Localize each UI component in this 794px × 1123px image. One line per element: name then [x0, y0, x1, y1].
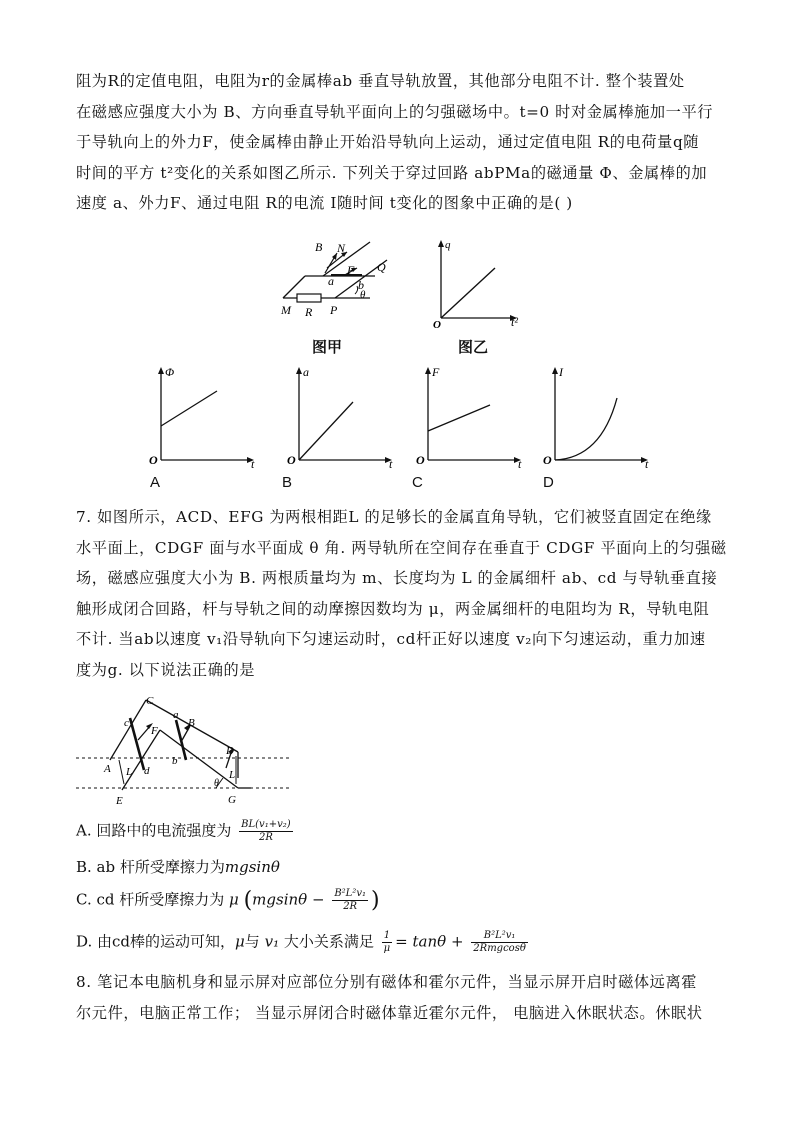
graph-a-xlabel: t	[251, 457, 255, 471]
q7-option-c-mu: μ	[229, 890, 239, 909]
fig-yi-origin: O	[433, 319, 441, 330]
q7-label-c: c	[124, 717, 129, 729]
graph-d	[539, 362, 659, 472]
q7-option-c-text: C. cd 杆所受摩擦力为	[76, 890, 225, 909]
graph-c-letter: C	[412, 474, 423, 491]
graph-a-origin: O	[149, 453, 158, 467]
q7-option-a-den: 2R	[258, 832, 273, 843]
q6-line: 于导轨向上的外力F，使金属棒由静止开始沿导轨向上运动，通过定值电阻 R的电荷量q随	[76, 133, 700, 151]
q7-line: 场，磁感应强度大小为 B. 两根质量均为 m、长度均为 L 的金属细杆 ab、cd 与导轨垂直接	[76, 569, 718, 587]
fig-jia-label-B: B	[315, 240, 323, 254]
q7-option-d-f2den: 2Rmgcosθ	[473, 943, 526, 954]
q7-line: 7. 如图所示，ACD、EFG 为两根相距L 的足够长的金属直角导轨，它们被竖直固定在绝缘	[76, 508, 712, 526]
fig-jia-label-M: M	[281, 303, 291, 317]
q7-option-c-fraction	[332, 888, 368, 913]
fig-jia-label-a: a	[328, 274, 334, 288]
q7-label-L2: L	[229, 769, 236, 781]
q7-figure	[76, 690, 290, 808]
q7-line: 不计. 当ab以速度 v₁沿导轨向下匀速运动时，cd杆正好以速度 v₂向下匀速运动，重力加速	[76, 630, 706, 648]
fig-jia-label-P: P	[330, 303, 338, 317]
graph-b-line	[299, 402, 353, 460]
graph-b-xlabel: t	[389, 457, 393, 471]
q7-label-A: A	[104, 763, 111, 775]
q7-line: 度为g. 以下说法正确的是	[76, 660, 256, 679]
q7-label-theta: θ	[214, 778, 219, 789]
graph-d-origin: O	[543, 453, 552, 467]
q8-line: 8. 笔记本电脑机身和显示屏对应部位分别有磁体和霍尔元件，当显示屏开启时磁体远离霍	[76, 973, 698, 991]
q7-option-b-math: mgsinθ	[224, 858, 280, 876]
q7-option-c-num: B²L²v₁	[334, 888, 366, 899]
q7-label-C: C	[146, 695, 154, 707]
q7-option-a-num: BL(v₁+v₂)	[241, 819, 291, 830]
q7-option-d-text2: 大小关系满足	[283, 932, 374, 951]
q6-line: 阻为R的定值电阻，电阻为r的金属棒ab 垂直导轨放置，其他部分电阻不计. 整个装置处	[76, 72, 685, 90]
fig-jia-caption: 图甲	[312, 338, 343, 356]
graph-d-xlabel: t	[645, 457, 649, 471]
fig-jia-label-F: F	[347, 263, 355, 277]
graph-d-ylabel: I	[559, 365, 563, 379]
fig-jia-label-R: R	[305, 305, 313, 319]
q7-label-L1: L	[126, 766, 133, 778]
q7-option-d-eq: = tanθ +	[395, 932, 464, 951]
q7-option-c-inner: mgsinθ −	[252, 890, 325, 909]
q7-label-B: B	[188, 717, 195, 729]
q7-label-F: F	[151, 725, 158, 737]
q7-text	[76, 502, 726, 685]
q7-label-D: D	[226, 745, 234, 757]
graph-a	[145, 362, 265, 472]
q7-option-a	[76, 819, 296, 844]
q7-option-d-mid: 与	[244, 932, 260, 951]
graph-b	[283, 362, 403, 472]
graph-d-curve	[555, 398, 617, 460]
q7-label-d: d	[144, 765, 150, 777]
q6-line: 速度 a、外力F、通过电阻 R的电流 I随时间 t变化的图象中正确的是( )	[76, 194, 573, 212]
graph-c-origin: O	[416, 453, 425, 467]
graph-c	[412, 362, 532, 472]
q7-option-d	[76, 930, 531, 955]
q7-option-d-mu: μ	[235, 932, 245, 951]
fig-yi-caption: 图乙	[458, 338, 489, 356]
q7-line: 水平面上，CDGF 面与水平面成 θ 角. 两导轨所在空间存在垂直于 CDGF 平面向上的匀强磁	[76, 538, 727, 557]
figure-yi	[425, 238, 535, 330]
q7-option-a-fraction	[239, 819, 293, 844]
q8-line: 尔元件，电脑正常工作； 当显示屏闭合时磁体靠近霍尔元件， 电脑进入休眠状态。休眠状	[76, 1003, 703, 1022]
graph-a-ylabel: Φ	[165, 365, 175, 379]
graph-c-ylabel: F	[432, 365, 440, 379]
graph-a-letter: A	[150, 474, 161, 491]
figure-jia	[275, 238, 405, 320]
graph-b-origin: O	[287, 453, 296, 467]
graph-b-letter: B	[282, 474, 293, 491]
graph-b-ylabel: a	[303, 365, 309, 379]
graph-d-letter: D	[543, 474, 554, 491]
graph-c-line	[428, 405, 490, 431]
fig-yi-xlabel: t²	[511, 315, 518, 329]
q7-option-c: C. cd 杆所受摩擦力为 μ (mgsinθ − $\frac{\text{B²L²v₁}}{2R}$ )	[76, 888, 380, 913]
q7-label-a: a	[173, 709, 179, 721]
q6-text	[76, 66, 726, 219]
fig-jia-label-Q: Q	[377, 260, 386, 274]
q-t2-line	[441, 268, 495, 318]
q8-text	[76, 967, 726, 1028]
q7-option-d-f2num: B²L²v₁	[471, 930, 528, 943]
q7-label-G: G	[228, 794, 236, 806]
q7-option-d-frac1	[382, 930, 393, 955]
fig-jia-label-theta: θ	[360, 289, 366, 301]
q7-option-d-text: D. 由cd棒的运动可知，	[76, 932, 236, 951]
graph-a-line	[161, 391, 217, 426]
q6-line: 在磁感应强度大小为 B、方向垂直导轨平面向上的匀强磁场中。t=0 时对金属棒施加一平行	[76, 102, 714, 121]
fig-jia-label-b: b	[358, 278, 364, 292]
q7-option-d-v1: v₁	[264, 932, 280, 951]
q7-line: 触形成闭合回路，杆与导轨之间的动摩擦因数均为 μ，两金属细杆的电阻均为 R，导轨电阻	[76, 599, 710, 618]
q7-option-d-f1num: 1	[382, 930, 393, 943]
q6-line: 时间的平方 t²变化的关系如图乙所示. 下列关于穿过回路 abPMa的磁通量 Φ、金属棒的加	[76, 163, 708, 182]
q7-option-c-den: 2R	[343, 901, 358, 912]
q7-option-d-frac2	[471, 930, 528, 955]
q7-option-b-text: B. ab 杆所受摩擦力为	[76, 858, 225, 876]
fig-yi-ylabel: q	[445, 239, 451, 251]
q7-option-a-text: A. 回路中的电流强度为	[76, 821, 232, 840]
q7-option-d-f1den: μ	[383, 943, 391, 954]
graph-c-xlabel: t	[518, 457, 522, 471]
q7-label-b: b	[172, 755, 178, 767]
q7-option-b	[76, 856, 280, 877]
fig-jia-label-N: N	[337, 241, 346, 255]
q7-label-E: E	[116, 795, 123, 807]
